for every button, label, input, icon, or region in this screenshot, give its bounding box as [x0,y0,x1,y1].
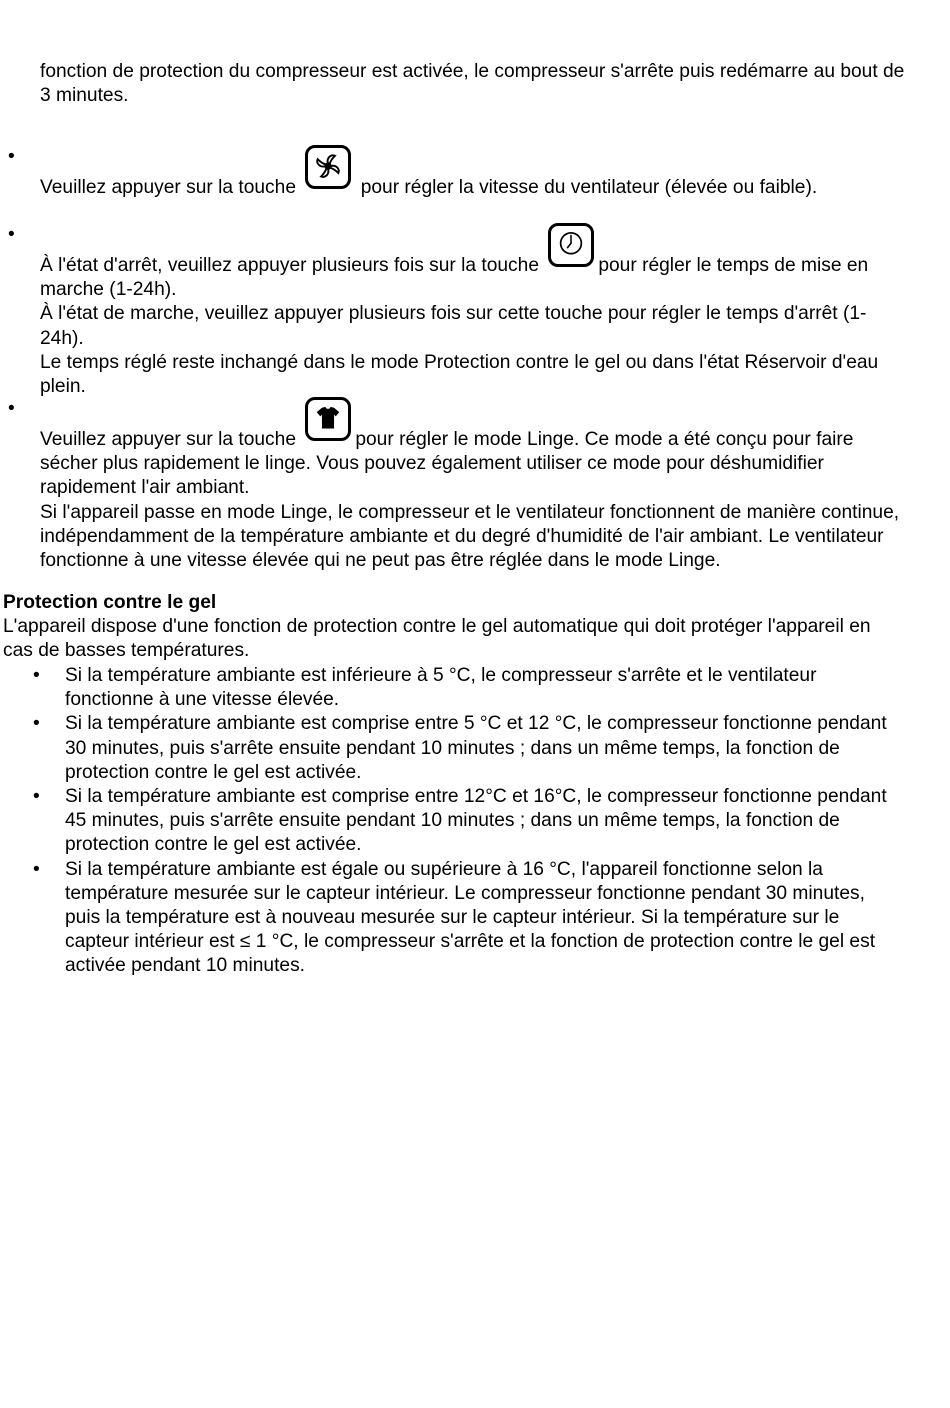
fan-icon-graphic [308,148,348,186]
shirt-icon-graphic [308,400,348,438]
fan-icon [305,145,351,189]
list-item: • Si la température ambiante est comprise entre 12°C et 16°C, le compresseur fonctionne pendant 45 minutes, puis s'arrête ensuite pendant 10 minutes ; dans un même temps, la fonction de protection contre le gel est activée. [65,785,895,858]
section-title: Protection contre le gel [3,592,217,613]
bullet-laundry-mode [40,397,910,573]
section-intro: L'appareil dispose d'une fonction de protection contre le gel automatique qui doit protéger l'appareil en cas de basses températures. [3,616,871,662]
bullet-extra-line: Si l'appareil passe en mode Linge, le compresseur et le ventilateur fonctionnent de manière continue, indépendamment de la température ambiante et du degré d'humidité de l'air ambiant. Le ventilateur fonctionne à une vitesse élevée qui ne peut pas être réglée dans le mode Linge. [40,501,900,572]
list-item: • Si la température ambiante est égale ou supérieure à 16 °C, l'appareil fonctionne selon la température mesurée sur le capteur intérieur. Le compresseur fonctionne pendant 30 minutes, puis la température est à nouveau mesurée sur le capteur intérieur. Si la température sur le capteur intérieur est ≤ 1 °C, le compresseur s'arrête et la fonction de protection contre le gel est activée pendant 10 minutes. [65,858,895,979]
list-item: • Si la température ambiante est comprise entre 5 °C et 12 °C, le compresseur fonctionne pendant 30 minutes, puis s'arrête ensuite pendant 10 minutes ; dans un même temps, la fonction de protection contre le gel est activée. [65,712,895,785]
shirt-icon [305,397,351,441]
bullet-extra-line: Le temps réglé reste inchangé dans le mode Protection contre le gel ou dans l'état Réservoir d'eau plein. [40,351,879,398]
bullet-text-after: pour régler le temps de mise en marche (1-24h). [40,255,869,301]
bullet-text-before: À l'état d'arrêt, veuillez appuyer plusieurs fois sur la touche [40,255,539,276]
bullet-fan-speed [40,145,910,200]
bullet-text-after: pour régler le mode Linge. Ce mode a été conçu pour faire sécher plus rapidement le linge. Vous pouvez également utiliser ce mode pour déshumidifier rapidement l'air ambiant. [40,429,854,499]
frost-list [65,664,895,979]
bullet-text-after: pour régler la vitesse du ventilateur (élevée ou faible). [360,177,818,198]
list-item: • Si la température ambiante est inférieure à 5 °C, le compresseur s'arrête et le ventilateur fonctionne à une vitesse élevée. [65,664,895,712]
bullet-timer [40,223,910,399]
intro-paragraph: fonction de protection du compresseur est activée, le compresseur s'arrête puis redémarre au bout de 3 minutes. [40,61,905,107]
bullet-extra-line: À l'état de marche, veuillez appuyer plusieurs fois sur cette touche pour régler le temps d'arrêt (1-24h). [40,303,867,349]
timer-icon-graphic [551,226,591,264]
bullet-text-before: Veuillez appuyer sur la touche [40,429,296,450]
bullet-text-before: Veuillez appuyer sur la touche [40,177,296,198]
timer-icon [548,223,594,267]
